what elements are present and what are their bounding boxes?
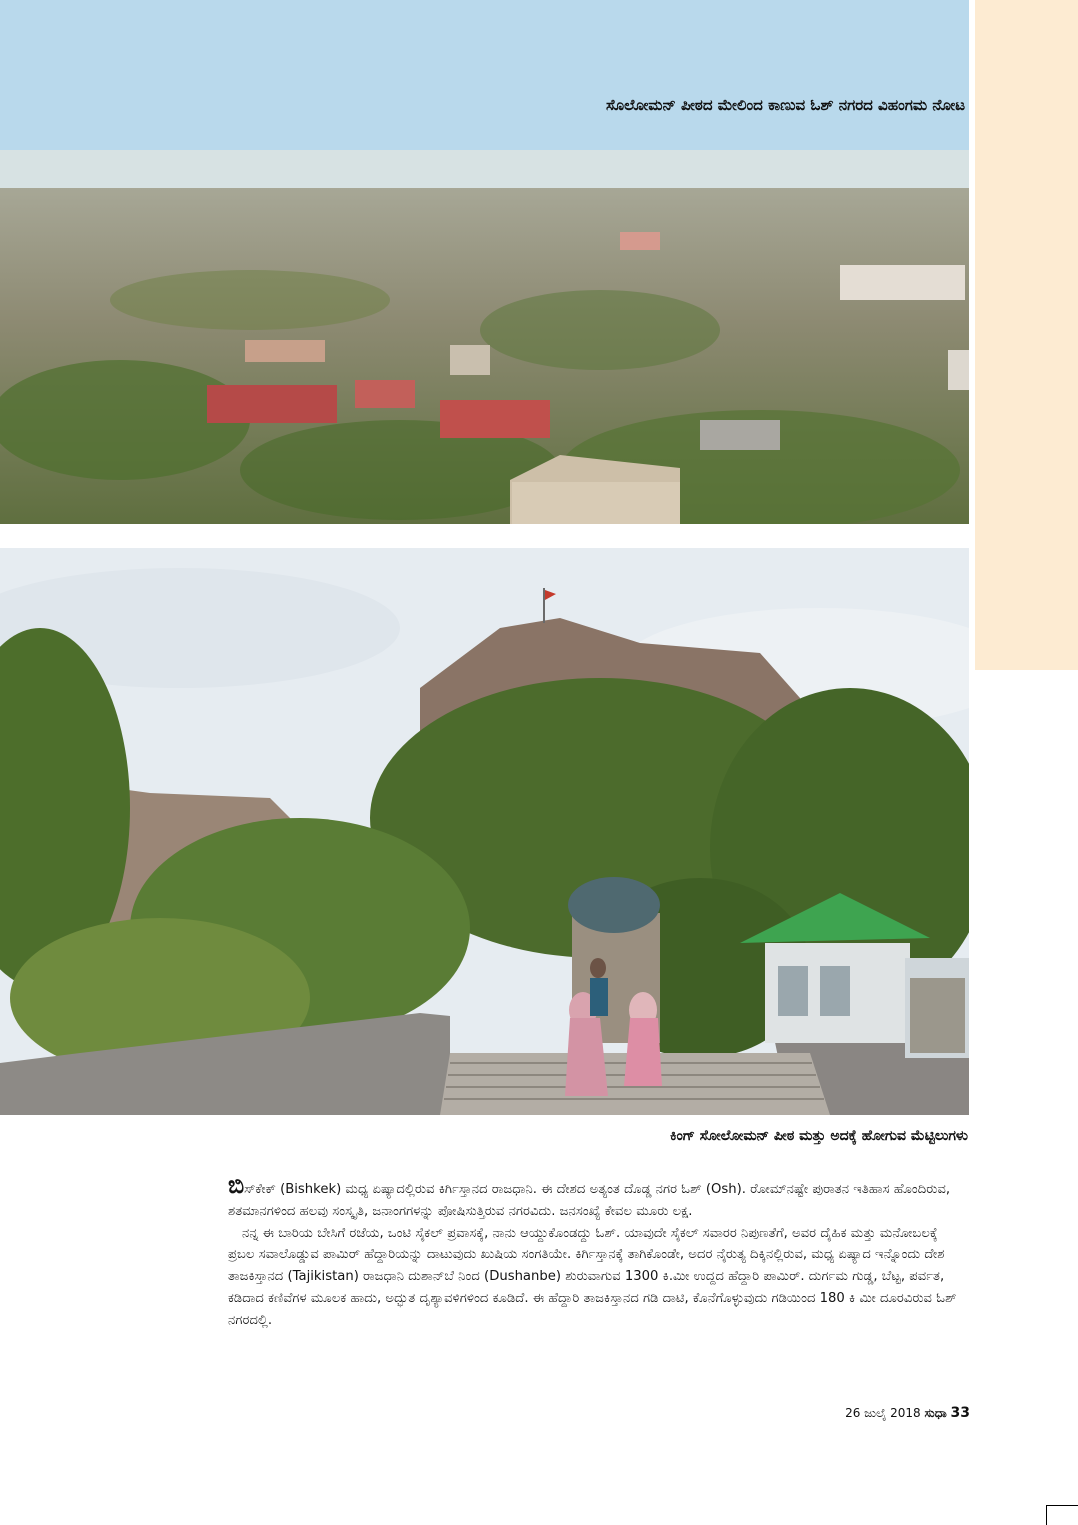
city-aerial-photo <box>0 0 969 524</box>
top-photo-caption: ಸೊಲೋಮನ್ ಪೀಠದ ಮೇಲಿಂದ ಕಾಣುವ ಓಶ್ ನಗರದ ವಿಹಂಗಮ ನೋಟ <box>605 96 965 114</box>
crop-mark-bottom-right-h <box>1046 1505 1078 1506</box>
bottom-photo-caption: ಕಿಂಗ್ ಸೋಲೋಮನ್ ಪೀಠ ಮತ್ತು ಅದಕ್ಕೆ ಹೋಗುವ ಮೆಟ್ಟಿಲುಗಳು <box>670 1128 968 1144</box>
article-paragraph-2: ನನ್ನ ಈ ಬಾರಿಯ ಬೇಸಿಗೆ ರಜೆಯ, ಒಂಟಿ ಸೈಕಲ್ ಪ್ರವಾಸಕ್ಕೆ, ನಾನು ಆಯ್ದುಕೊಂಡದ್ದು ಓಶ್. ಯಾವುದೇ ಸೈಕಲ್ ಸವಾರರ ನಿಪುಣತೆಗೆ, ಅವರ ದೈಹಿಕ ಮತ್ತು ಮನೋಬಲಕ್ಕೆ ಪ್ರಬಲ ಸವಾಲೊಡ್ಡುವ ಪಾಮಿರ್ ಹೆದ್ದಾರಿಯನ್ನು ದಾಟುವುದು ಖುಷಿಯ ಸಂಗತಿಯೇ. ಕಿರ್ಗಿಸ್ತಾನಕ್ಕೆ ತಾಗಿಕೊಂಡೇ, ಅದರ ನೈರುತ್ಯ ದಿಕ್ಕಿನಲ್ಲಿರುವ, ಮಧ್ಯ ಏಷ್ಯಾದ ಇನ್ನೊಂದು ದೇಶ ತಾಜಕಿಸ್ತಾನದ (Tajikistan) ರಾಜಧಾನಿ ದುಶಾನ್‌ಬೆ ನಿಂದ (Dushanbe) ಶುರುವಾಗುವ 1300 ಕಿ.ಮೀ ಉದ್ದದ ಹೆದ್ದಾರಿ ಪಾಮಿರ್. ದುರ್ಗಮ ಗುಡ್ಡ, ಬೆಟ್ಟ, ಪರ್ವತ, ಕಡಿದಾದ ಕಣಿವೆಗಳ ಮೂಲಕ ಹಾದು, ಅದ್ಭುತ ದೃಶ್ಯಾವಳಿಗಳಿಂದ ಕೂಡಿದೆ. ಈ ಹೆದ್ದಾರಿ ತಾಜಕಿಸ್ತಾನದ ಗಡಿ ದಾಟಿ, ಕೊನೆಗೊಳ್ಳುವುದು ಗಡಿಯಿಂದ 180 ಕಿ ಮೀ ದೂರವಿರುವ ಓಶ್ ನಗರದಲ್ಲಿ. <box>228 1225 957 1328</box>
article-body <box>228 1170 968 1332</box>
flag-pole-shape <box>543 588 545 623</box>
page-footer <box>760 1405 970 1421</box>
page-number: 33 <box>950 1405 970 1421</box>
crop-mark-bottom-right-v <box>1046 1505 1047 1525</box>
article-paragraph-1-text: ಸ್‌ಕೇಕ್ (Bishkek) ಮಧ್ಯ ಏಷ್ಯಾದಲ್ಲಿರುವ ಕಿರ್ಗಿಸ್ತಾನದ ರಾಜಧಾನಿ. ಈ ದೇಶದ ಅತ್ಯಂತ ದೊಡ್ಡ ನಗರ ಓಶ್ (Osh). ರೋಮ್‌ನಷ್ಟೇ ಪುರಾತನ ಇತಿಹಾಸ ಹೊಂದಿರುವ, ಶತಮಾನಗಳಿಂದ ಹಲವು ಸಂಸ್ಕೃತಿ, ಜನಾಂಗಗಳನ್ನು ಪೋಷಿಸುತ್ತಿರುವ ನಗರವಿದು. ಜನಸಂಖ್ಯೆ ಕೇವಲ ಮೂರು ಲಕ್ಷ. <box>228 1182 951 1219</box>
solomon-throne-photo <box>0 548 969 1115</box>
footer-magazine: ಸುಧಾ <box>924 1406 947 1420</box>
solomon-throne-illustration <box>0 548 969 1115</box>
footer-date: 26 ಜುಲೈ 2018 <box>845 1406 921 1420</box>
article-paragraph-1 <box>228 1170 968 1223</box>
side-color-band <box>975 0 1078 670</box>
drop-cap: ಬಿ <box>228 1170 245 1199</box>
city-aerial-illustration <box>0 0 969 524</box>
